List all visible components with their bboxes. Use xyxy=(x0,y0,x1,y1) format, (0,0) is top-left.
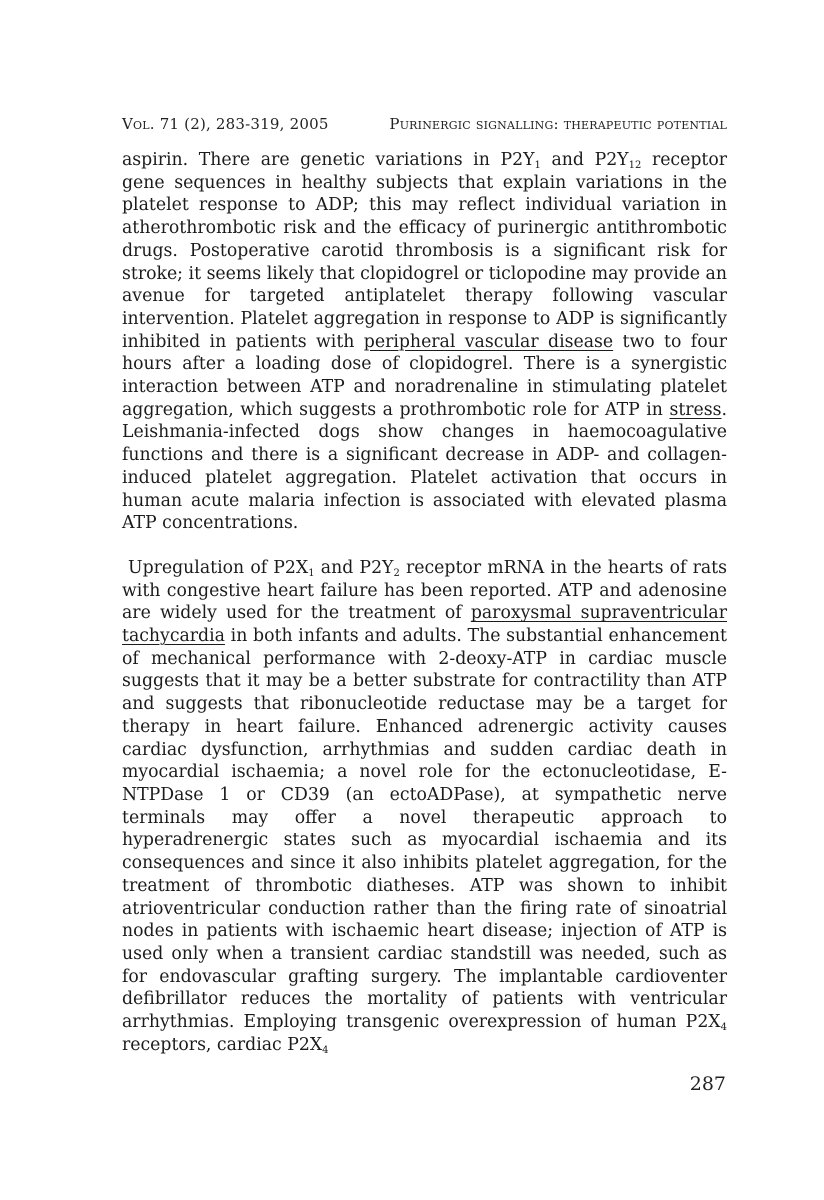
subscript: 12 xyxy=(628,160,642,171)
text-run: receptor mRNA in the hearts of rats with congestive heart failure has been reported. ATP and adenosine are widely used for the treatment of xyxy=(122,557,727,624)
paragraph-platelet-aggregation xyxy=(122,149,727,535)
subscript: 4 xyxy=(720,1022,727,1034)
text-run: . Leishmania-infected dogs show changes in haemocoagulative functions and there is a significant decrease in ADP- and collagen-induced platelet aggregation. Platelet activation that occurs in human acute malaria infection is associated with elevated plasma ATP concentrations. xyxy=(122,399,727,534)
text-run: two to four hours after a loading dose of clopidogrel. There is a synergistic interaction between ATP and noradrenaline in stimulating platelet aggregation, which suggests a prothrombotic role for ATP in xyxy=(122,331,727,420)
link-stress[interactable]: stress xyxy=(669,399,722,420)
text-run: in both infants and adults. The substantial enhancement of mechanical performance with 2-deoxy-ATP in cardiac muscle suggests that it may be a better substrate for contractility than ATP and suggests that ribonucleotide reductase may be a target for therapy in heart failure. Enhanced adrenergic activity causes cardiac dysfunction, arrhythmias and sudden cardiac death in myocardial ischaemia; a novel role for the ectonucleotidase, E-NTPDase 1 or CD39 (an ectoADPase), at sympathetic nerve terminals may offer a novel therapeutic approach to hyperadrenergic states such as myocardial ischaemia and its consequences and since it also inhibits platelet aggregation, for the treatment of thrombotic diatheses. ATP was shown to inhibit atrioventricular conduction rather than the firing rate of sinoatrial nodes in patients with ischaemic heart disease; injection of ATP is used only when a transient cardiac standstill was needed, such as for endovascular grafting surgery. The implantable cardioventer defibrillator reduces the mortality of patients with ventricular arrhythmias. Employing transgenic overexpression of human P2X xyxy=(122,626,727,1033)
text-run: receptor gene sequences in healthy subjects that explain variations in the platelet response to ADP; this may reflect individual variation in atherothrombotic risk and the efficacy of purinergic antithrombotic drugs. Postoperative carotid thrombosis is a significant risk for stroke; it seems likely that clopidogrel or ticlopodine may provide an avenue for targeted antiplatelet therapy following vascular intervention. Platelet aggregation in response to ADP is significantly inhibited in patients with xyxy=(122,150,728,352)
text-run: Upregulation of P2X xyxy=(128,557,309,578)
text-run: receptors, cardiac P2X xyxy=(122,1034,323,1055)
link-peripheral-vascular-disease[interactable]: peripheral vascular disease xyxy=(363,331,614,352)
subscript: 4 xyxy=(322,1044,329,1056)
paragraph-cardiac xyxy=(122,557,727,1056)
link-paroxysmal-supraventricular-tachycardia[interactable]: paroxysmal supraventricular tachycardia xyxy=(122,603,727,647)
page-number: 287 xyxy=(689,1073,726,1095)
article-short-title: Purinergic signalling: therapeutic potential xyxy=(389,115,727,133)
subscript: 1 xyxy=(534,160,541,171)
body-text xyxy=(122,149,727,1056)
journal-citation: Vol. 71 (2), 283-319, 2005 xyxy=(122,115,329,133)
running-header xyxy=(122,115,727,135)
text-run: aspirin. There are genetic variations in P2Y xyxy=(122,150,535,170)
subscript: 1 xyxy=(308,567,315,579)
subscript: 2 xyxy=(393,567,400,579)
text-run: and P2Y xyxy=(540,150,629,170)
text-run: and P2Y xyxy=(314,557,394,578)
